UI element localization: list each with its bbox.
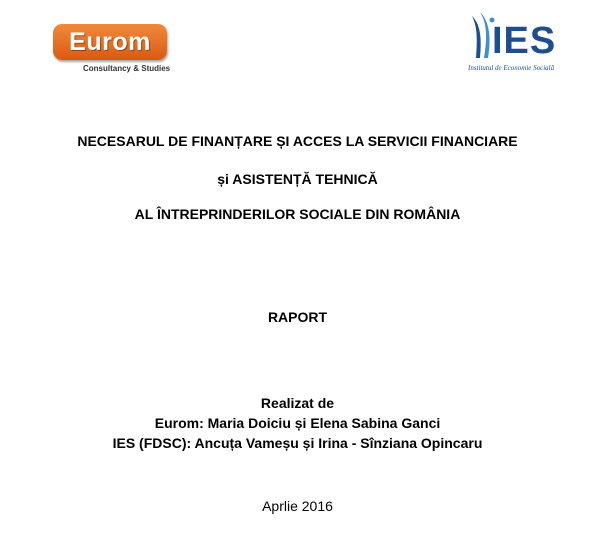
title-line-2: și ASISTENȚĂ TEHNICĂ bbox=[217, 171, 378, 187]
document-date: Aprlie 2016 bbox=[262, 498, 333, 514]
eurom-logo bbox=[53, 24, 183, 76]
title-line-3: AL ÎNTREPRINDERILOR SOCIALE DIN ROMÂNIA bbox=[134, 206, 461, 222]
ies-logo-wordmark: IES bbox=[492, 20, 557, 62]
authors-line-eurom: Eurom: Maria Doiciu și Elena Sabina Ganci bbox=[154, 415, 441, 431]
authors-heading: Realizat de bbox=[260, 395, 335, 411]
ies-logo-subtitle: Institutul de Economie Socială bbox=[468, 64, 555, 72]
ies-logo bbox=[466, 10, 576, 76]
authors-line-ies: IES (FDSC): Ancuța Vameșu și Irina - Sînziana Opincaru bbox=[112, 435, 483, 451]
eurom-logo-subtitle: Consultancy & Studies bbox=[83, 64, 171, 73]
eurom-logo-wordmark: Eurom bbox=[69, 28, 151, 56]
title-line-1: NECESARUL DE FINANȚARE ȘI ACCES LA SERVICII FINANCIARE bbox=[77, 133, 518, 149]
report-type: RAPORT bbox=[267, 309, 328, 325]
